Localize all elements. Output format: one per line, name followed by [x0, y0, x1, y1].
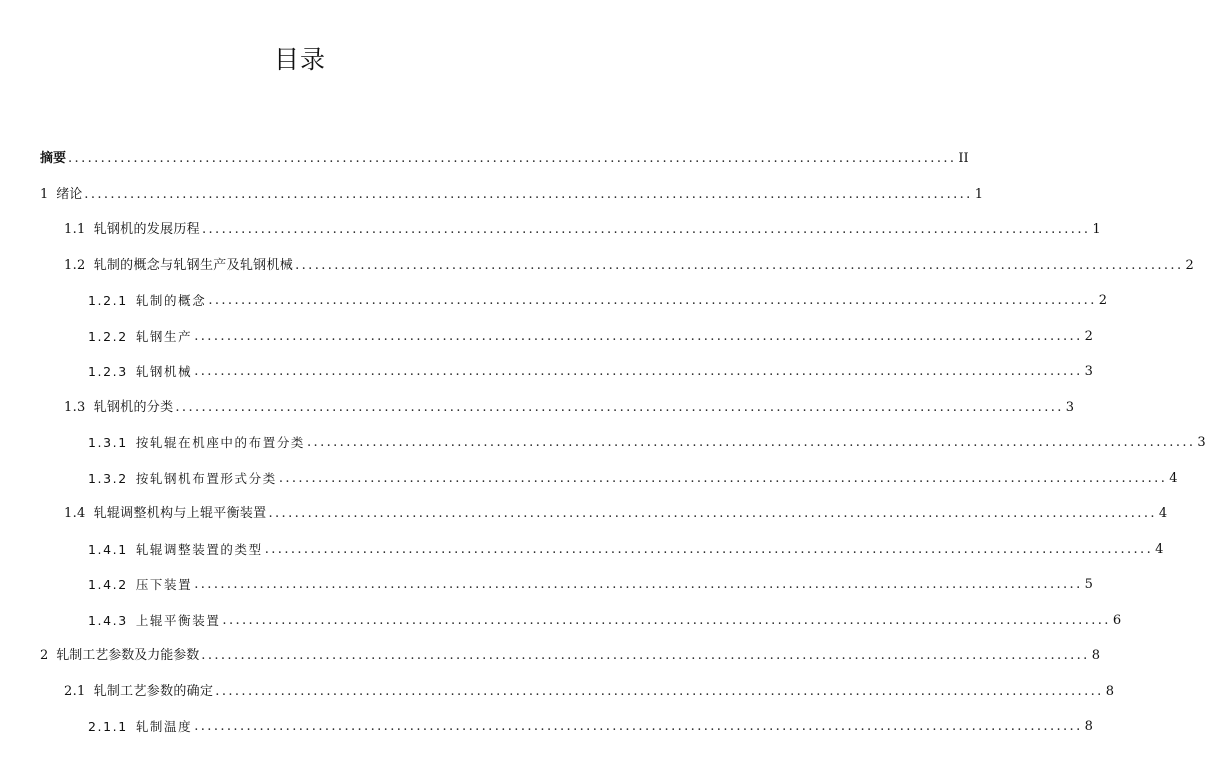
toc-entry-label — [88, 471, 277, 487]
toc-entry[interactable] — [40, 145, 969, 167]
toc-entry-text: 轧钢生产 — [135, 329, 193, 344]
toc-entry-label — [88, 435, 305, 451]
toc-entry[interactable] — [64, 394, 1075, 416]
toc-entry[interactable] — [64, 252, 1194, 274]
toc-dot-leader: ........................................................................................................................................ — [175, 400, 1064, 415]
toc-entry-label — [88, 577, 192, 593]
toc-entry-label — [88, 364, 192, 380]
toc-dot-leader: ........................................................................................................................................ — [201, 648, 1090, 663]
toc-entry-number: 1.2.3 — [88, 364, 128, 379]
toc-dot-leader: ........................................................................................................................................ — [295, 258, 1184, 273]
toc-entry[interactable] — [64, 216, 1101, 238]
toc-page-number: 3 — [1084, 364, 1093, 379]
toc-entry-number: 2.1 — [64, 684, 86, 699]
toc-entry-label — [64, 506, 266, 522]
toc-entry[interactable] — [40, 181, 983, 203]
toc-entry-number: 1.2.1 — [88, 293, 128, 308]
toc-entry[interactable] — [88, 287, 1108, 309]
toc-dot-leader: ........................................................................................................................................ — [84, 187, 973, 202]
toc-entry[interactable] — [88, 536, 1164, 558]
toc-entry[interactable] — [88, 429, 1206, 451]
toc-entry-label — [88, 613, 220, 629]
toc-page-number: 3 — [1197, 435, 1206, 450]
toc-dot-leader: ........................................................................................................................................ — [194, 364, 1083, 379]
toc-entry[interactable] — [64, 678, 1114, 700]
toc-entry-number: 1.1 — [64, 222, 86, 237]
toc-dot-leader: ........................................................................................................................................ — [194, 577, 1083, 592]
toc-entry-number: 2.1.1 — [88, 719, 128, 734]
toc-entry-text: 轧钢机的发展历程 — [93, 222, 200, 237]
toc-entry-text: 轧辊调整机构与上辊平衡装置 — [93, 506, 267, 521]
toc-entry-text: 按轧辊在机座中的布置分类 — [135, 435, 306, 450]
toc-entry-text: 轧钢机械 — [135, 364, 193, 379]
toc-entry-number: 1.4.1 — [88, 542, 128, 557]
toc-entry-text: 绪论 — [56, 187, 83, 202]
toc-page-number: 4 — [1158, 506, 1168, 521]
toc-dot-leader: ........................................................................................................................................ — [201, 222, 1091, 237]
toc-dot-leader: ........................................................................................................................................ — [222, 613, 1111, 628]
toc-entry-text: 摘要 — [40, 151, 67, 166]
toc-entry-label — [64, 684, 213, 700]
toc-page-number: 3 — [1065, 400, 1075, 415]
toc-entry-text: 按轧钢机布置形式分类 — [135, 471, 277, 486]
toc-entry-text: 轧制温度 — [135, 719, 193, 734]
toc-entry-label — [88, 329, 192, 345]
toc-dot-leader: ........................................................................................................................................ — [208, 293, 1097, 308]
toc-entry-number: 2 — [40, 648, 49, 663]
toc-entry[interactable] — [64, 500, 1168, 522]
toc-entry-text: 轧钢机的分类 — [93, 400, 174, 415]
toc-entry-label — [40, 151, 66, 167]
page-title: 目录 — [273, 45, 326, 74]
toc-entry-text: 轧制工艺参数及力能参数 — [56, 648, 200, 663]
toc-entry[interactable] — [40, 642, 1100, 664]
toc-entry-number: 1.4.2 — [88, 577, 128, 592]
toc-page-number: 4 — [1155, 542, 1164, 557]
toc-entry[interactable] — [88, 323, 1093, 345]
toc-entry-label — [88, 293, 206, 309]
toc-entry-number: 1.3.2 — [88, 471, 128, 486]
toc-entry[interactable] — [88, 571, 1093, 593]
toc-entry-label — [88, 542, 263, 558]
toc-entry[interactable] — [88, 358, 1093, 380]
toc-entry-label — [88, 719, 192, 735]
toc-entry-number: 1.3 — [64, 400, 86, 415]
toc-dot-leader: ........................................................................................................................................ — [194, 329, 1083, 344]
toc-page-number: 2 — [1098, 293, 1108, 308]
toc-entry-text: 压下装置 — [135, 577, 193, 592]
toc-entry-label — [64, 258, 293, 274]
toc-entry-number: 1 — [40, 187, 49, 202]
toc-entry-number: 1.4.3 — [88, 613, 128, 628]
toc-entry-label — [64, 222, 200, 238]
toc-page-number: 2 — [1084, 329, 1093, 344]
toc-entry-text: 轧制的概念与轧钢生产及轧钢机械 — [93, 258, 294, 273]
toc-entry-label — [40, 187, 82, 203]
toc-page-number: 1 — [974, 187, 983, 202]
toc-entry[interactable] — [88, 465, 1178, 487]
toc-entry[interactable] — [88, 713, 1093, 735]
toc-dot-leader: ........................................................................................................................................ — [264, 542, 1154, 557]
toc-dot-leader: ........................................................................................................................................ — [278, 471, 1168, 486]
toc-entry-text: 上辊平衡装置 — [135, 613, 221, 628]
toc-entry-text: 轧制工艺参数的确定 — [93, 684, 214, 699]
toc-page-number: 8 — [1091, 648, 1100, 663]
toc-entry-number: 1.3.1 — [88, 435, 128, 450]
toc-dot-leader: ........................................................................................................................................ — [215, 684, 1104, 699]
toc-page-number: 8 — [1084, 719, 1093, 734]
toc-page-number: 2 — [1185, 258, 1194, 273]
toc-entry-label — [40, 648, 199, 664]
toc-entry-number: 1.2.2 — [88, 329, 128, 344]
toc-page-number: 4 — [1169, 471, 1178, 486]
toc-page-number: 6 — [1112, 613, 1122, 628]
toc-entry-number: 1.4 — [64, 506, 86, 521]
toc-dot-leader: ........................................................................................................................................ — [268, 506, 1157, 521]
toc-dot-leader: ........................................................................................................................................ — [194, 719, 1083, 734]
toc-entry-text: 轧辊调整装置的类型 — [135, 542, 263, 557]
toc-page-number: 8 — [1105, 684, 1114, 699]
toc-entry-text: 轧制的概念 — [135, 293, 207, 308]
toc-dot-leader: ........................................................................................................................................ — [68, 151, 957, 166]
toc-page-number: II — [958, 151, 969, 166]
toc-entry-label — [64, 400, 173, 416]
toc-page-number: 5 — [1084, 577, 1093, 592]
toc-entry[interactable] — [88, 607, 1122, 629]
toc-entry-number: 1.2 — [64, 258, 86, 273]
toc-page-number: 1 — [1092, 222, 1101, 237]
toc-dot-leader: ........................................................................................................................................ — [307, 435, 1196, 450]
